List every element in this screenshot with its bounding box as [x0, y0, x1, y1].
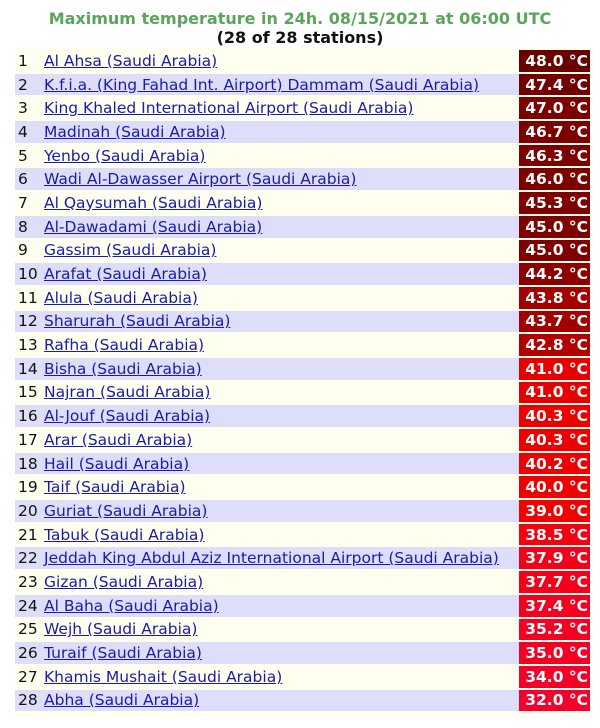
station-rank: 2 [15, 74, 44, 96]
temperature-badge: 47.4 °C [519, 74, 590, 96]
station-rank: 11 [18, 288, 38, 307]
temperature-badge: 46.7 °C [519, 121, 590, 143]
station-link[interactable]: Najran (Saudi Arabia) [44, 383, 211, 402]
table-row [15, 334, 590, 356]
station-name-cell [44, 619, 519, 641]
station-name-cell [44, 97, 519, 119]
station-link[interactable]: Gassim (Saudi Arabia) [44, 241, 217, 260]
station-rank: 23 [18, 572, 38, 591]
temperature-badge: 42.8 °C [519, 334, 590, 356]
station-rank: 17 [18, 430, 38, 449]
table-row [15, 429, 590, 451]
temperature-badge: 40.2 °C [519, 453, 590, 475]
table-row [15, 50, 590, 72]
table-row [15, 240, 590, 262]
temperature-badge: 37.4 °C [519, 595, 590, 617]
station-link[interactable]: Al-Jouf (Saudi Arabia) [44, 407, 211, 426]
station-link[interactable]: Al Qaysumah (Saudi Arabia) [44, 193, 263, 212]
temperature-badge: 37.9 °C [519, 547, 590, 569]
table-row [15, 287, 590, 309]
station-table [15, 47, 590, 717]
station-rank: 28 [15, 690, 44, 712]
station-name-cell [44, 121, 519, 143]
station-name-cell [44, 145, 519, 167]
table-row [15, 145, 590, 167]
station-rank: 1 [18, 51, 28, 70]
temperature-badge: 40.3 °C [519, 405, 590, 427]
temperature-badge: 43.7 °C [519, 311, 590, 333]
station-name-cell [44, 405, 519, 427]
station-rank: 21 [18, 525, 38, 544]
station-name-cell [44, 476, 519, 498]
station-rank: 24 [15, 595, 44, 617]
station-rank: 3 [18, 99, 28, 118]
station-link[interactable]: Sharurah (Saudi Arabia) [44, 312, 231, 331]
station-rank: 16 [15, 405, 44, 427]
station-rank: 26 [15, 642, 44, 664]
station-name-cell [44, 666, 519, 688]
temperature-badge: 40.3 °C [519, 429, 590, 451]
table-row [15, 595, 590, 617]
station-rank: 22 [15, 547, 44, 569]
station-name-cell [44, 690, 519, 712]
page-title: Maximum temperature in 24h. 08/15/2021 at 06:00 UTC [48, 9, 552, 28]
station-rank: 18 [15, 453, 44, 475]
table-row [15, 405, 590, 427]
temperature-badge: 48.0 °C [519, 50, 590, 72]
station-link[interactable]: Guriat (Saudi Arabia) [44, 501, 208, 520]
station-link[interactable]: Taif (Saudi Arabia) [44, 478, 186, 497]
station-name-cell [44, 429, 519, 451]
station-name-cell [44, 74, 519, 96]
station-rank: 9 [18, 241, 28, 260]
station-rank: 5 [18, 146, 28, 165]
table-row [15, 666, 590, 688]
station-link[interactable]: Alula (Saudi Arabia) [44, 288, 198, 307]
temperature-badge: 45.0 °C [519, 216, 590, 238]
station-rank: 13 [18, 336, 38, 355]
table-row [15, 500, 590, 522]
temperature-badge: 41.0 °C [519, 382, 590, 404]
station-name-cell [44, 382, 519, 404]
station-name-cell [44, 240, 519, 262]
table-row [15, 547, 590, 569]
table-row [15, 168, 590, 190]
station-rank: 12 [15, 311, 44, 333]
table-row [15, 619, 590, 641]
station-rank: 7 [18, 193, 28, 212]
table-row [15, 97, 590, 119]
station-rank: 20 [15, 500, 44, 522]
station-rank: 25 [18, 620, 38, 639]
table-row [15, 358, 590, 380]
station-link[interactable]: Jeddah King Abdul Aziz International Airport (Saudi Arabia) [44, 549, 499, 568]
temperature-badge: 46.3 °C [519, 145, 590, 167]
station-link[interactable]: Arafat (Saudi Arabia) [44, 265, 207, 284]
station-name-cell [44, 642, 519, 664]
station-link[interactable]: Madinah (Saudi Arabia) [44, 122, 226, 141]
station-name-cell [44, 571, 519, 593]
station-rank: 6 [15, 168, 44, 190]
station-name-cell [44, 168, 519, 190]
station-name-cell [44, 216, 519, 238]
station-name-cell [44, 192, 519, 214]
table-row [15, 642, 590, 664]
table-row [15, 263, 590, 285]
station-name-cell [44, 263, 519, 285]
station-name-cell [44, 524, 519, 546]
station-name-cell [44, 595, 519, 617]
station-link[interactable]: Turaif (Saudi Arabia) [44, 644, 202, 663]
table-row [15, 216, 590, 238]
station-link[interactable]: Tabuk (Saudi Arabia) [44, 525, 205, 544]
station-name-cell [44, 311, 519, 333]
table-row [15, 74, 590, 96]
station-name-cell [44, 453, 519, 475]
temperature-badge: 41.0 °C [519, 358, 590, 380]
temperature-badge: 43.8 °C [519, 287, 590, 309]
station-link[interactable]: Bisha (Saudi Arabia) [44, 359, 202, 378]
station-name-cell [44, 50, 519, 72]
temperature-badge: 45.3 °C [519, 192, 590, 214]
table-row [15, 476, 590, 498]
station-link[interactable]: Al Ahsa (Saudi Arabia) [44, 51, 218, 70]
table-row [15, 311, 590, 333]
station-link[interactable]: Gizan (Saudi Arabia) [44, 572, 204, 591]
station-rank: 10 [15, 263, 44, 285]
station-rank: 15 [18, 383, 38, 402]
station-rank: 4 [15, 121, 44, 143]
station-link[interactable]: Yenbo (Saudi Arabia) [44, 146, 206, 165]
station-rank: 19 [18, 478, 38, 497]
table-row [15, 121, 590, 143]
station-link[interactable]: Khamis Mushait (Saudi Arabia) [44, 667, 283, 686]
temperature-badge: 40.0 °C [519, 476, 590, 498]
station-link[interactable]: Hail (Saudi Arabia) [44, 454, 190, 473]
temperature-badge: 45.0 °C [519, 240, 590, 262]
temperature-badge: 35.0 °C [519, 642, 590, 664]
station-name-cell [44, 287, 519, 309]
station-name-cell [44, 500, 519, 522]
temperature-badge: 39.0 °C [519, 500, 590, 522]
station-link[interactable]: Wejh (Saudi Arabia) [44, 620, 198, 639]
station-link[interactable]: Arar (Saudi Arabia) [44, 430, 193, 449]
station-name-cell [44, 547, 519, 569]
temperature-badge: 37.7 °C [519, 571, 590, 593]
table-row [15, 524, 590, 546]
temperature-badge: 34.0 °C [519, 666, 590, 688]
table-row [15, 192, 590, 214]
table-row [15, 453, 590, 475]
temperature-badge: 38.5 °C [519, 524, 590, 546]
table-row [15, 571, 590, 593]
station-count: (28 of 28 stations) [216, 28, 384, 47]
station-name-cell [44, 334, 519, 356]
table-row [15, 382, 590, 404]
temperature-badge: 47.0 °C [519, 97, 590, 119]
station-link[interactable]: Al-Dawadami (Saudi Arabia) [44, 217, 263, 236]
temperature-badge: 46.0 °C [519, 168, 590, 190]
temperature-badge: 44.2 °C [519, 263, 590, 285]
station-name-cell [44, 358, 519, 380]
station-link[interactable]: Wadi Al-Dawasser Airport (Saudi Arabia) [44, 170, 357, 189]
station-link[interactable]: King Khaled International Airport (Saudi Arabia) [44, 99, 414, 118]
station-link[interactable]: Abha (Saudi Arabia) [44, 691, 200, 710]
table-row [15, 690, 590, 712]
station-rank: 27 [18, 667, 38, 686]
station-rank: 8 [15, 216, 44, 238]
station-link[interactable]: Al Baha (Saudi Arabia) [44, 596, 219, 615]
station-rank: 14 [15, 358, 44, 380]
temperature-badge: 32.0 °C [519, 690, 590, 712]
temperature-badge: 35.2 °C [519, 619, 590, 641]
station-link[interactable]: Rafha (Saudi Arabia) [44, 336, 205, 355]
station-link[interactable]: K.f.i.a. (King Fahad Int. Airport) Dammam (Saudi Arabia) [44, 75, 480, 94]
